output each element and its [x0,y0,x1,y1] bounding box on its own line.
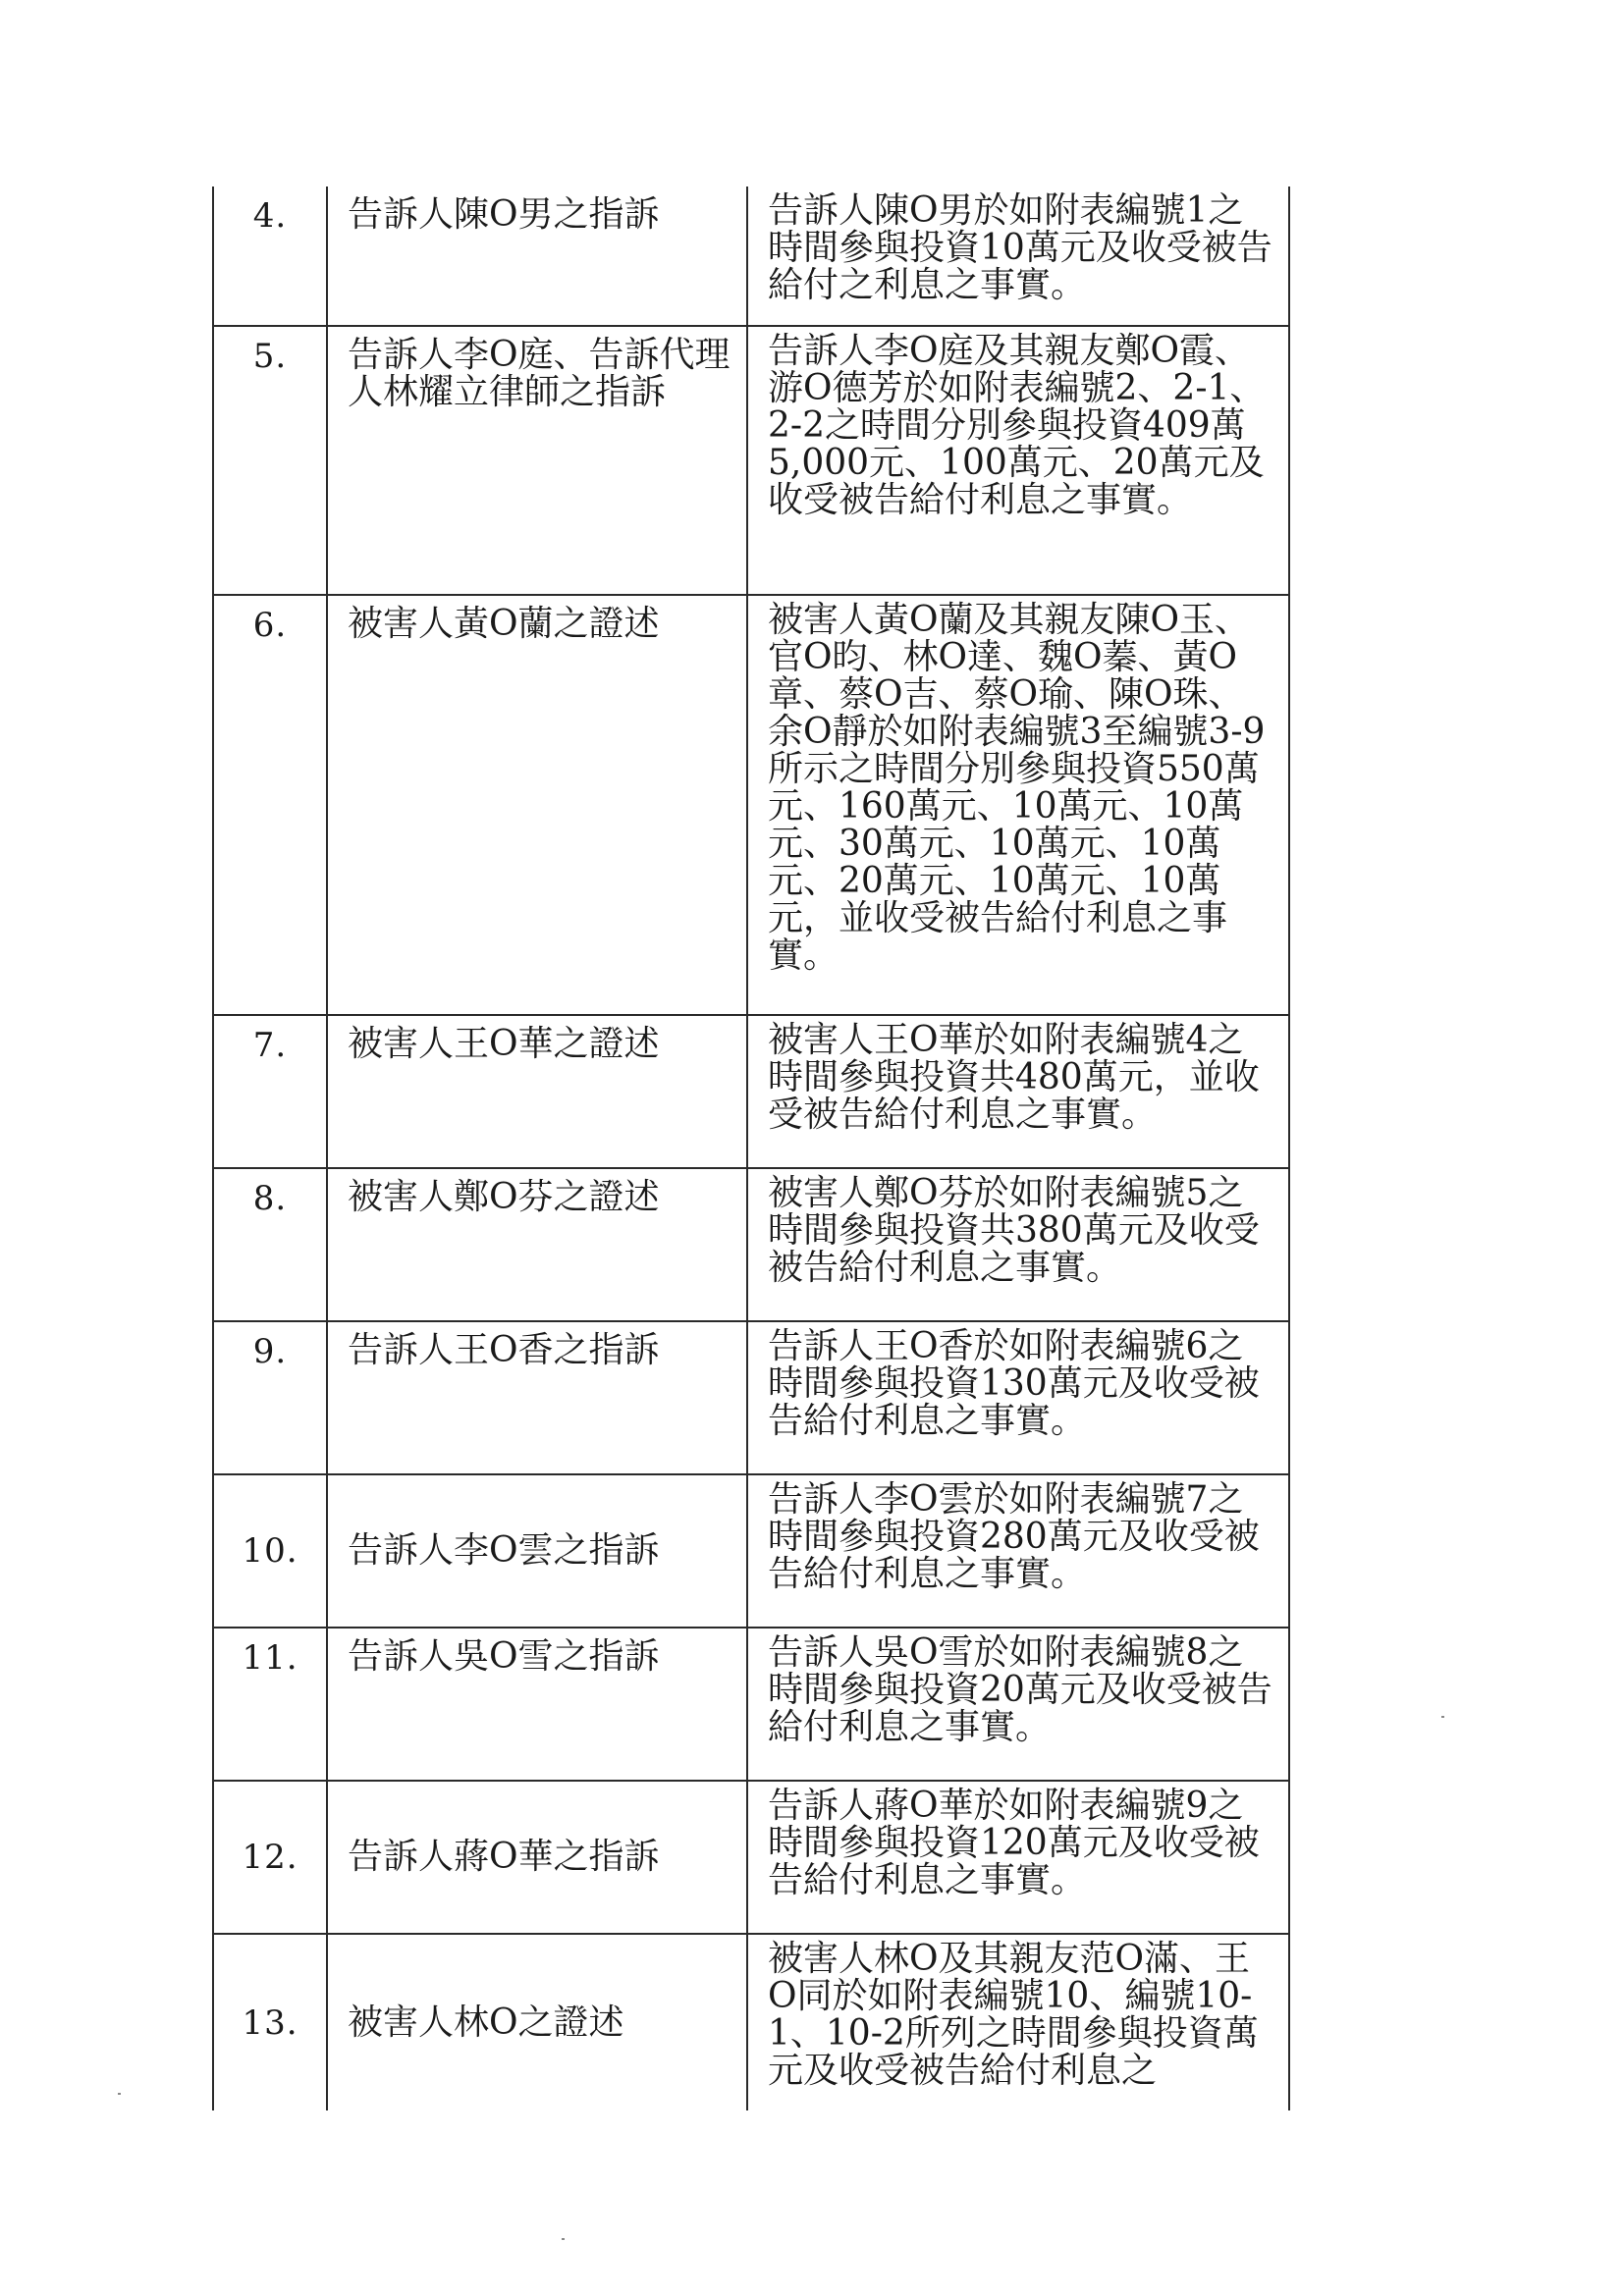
row-number: 8. [213,1168,327,1321]
evidence-source: 告訴人李O庭、告訴代理人林耀立律師之指訴 [327,326,747,595]
scan-speck [118,2093,121,2095]
evidence-source: 被害人王O華之證述 [327,1015,747,1168]
row-number: 4. [213,187,327,326]
table-row [213,1168,1289,1321]
evidence-source: 告訴人李O雲之指訴 [327,1474,747,1628]
table-row [213,1321,1289,1474]
evidence-source: 告訴人陳O男之指訴 [327,187,747,326]
table-row [213,1628,1289,1781]
fact-to-prove: 告訴人王O香於如附表編號6之時間參與投資130萬元及收受被告給付利息之事實。 [747,1321,1289,1474]
evidence-source: 被害人鄭O芬之證述 [327,1168,747,1321]
evidence-source: 被害人林O之證述 [327,1934,747,2110]
table-row [213,1781,1289,1934]
fact-to-prove: 被害人鄭O芬於如附表編號5之時間參與投資共380萬元及收受被告給付利息之事實。 [747,1168,1289,1321]
scan-speck [1441,1716,1444,1718]
row-number: 10. [213,1474,327,1628]
fact-to-prove: 告訴人李O雲於如附表編號7之時間參與投資280萬元及收受被告給付利息之事實。 [747,1474,1289,1628]
fact-to-prove: 告訴人吳O雪於如附表編號8之時間參與投資20萬元及收受被告給付利息之事實。 [747,1628,1289,1781]
fact-to-prove: 告訴人李O庭及其親友鄭O霞、游O德芳於如附表編號2、2-1、2-2之時間分別參與投資409萬5,000元、100萬元、20萬元及收受被告給付利息之事實。 [747,326,1289,595]
fact-to-prove: 被害人林O及其親友范O滿、王O同於如附表編號10、編號10-1、10-2所列之時間參與投資萬元及收受被告給付利息之 [747,1934,1289,2110]
table-row [213,187,1289,326]
table-row [213,1015,1289,1168]
table-row [213,1474,1289,1628]
fact-to-prove: 被害人王O華於如附表編號4之時間參與投資共480萬元，並收受被告給付利息之事實。 [747,1015,1289,1168]
row-number: 11. [213,1628,327,1781]
evidence-source: 告訴人王O香之指訴 [327,1321,747,1474]
table-row [213,595,1289,1015]
fact-to-prove: 告訴人蔣O華於如附表編號9之時間參與投資120萬元及收受被告給付利息之事實。 [747,1781,1289,1934]
scan-speck [562,2238,565,2240]
fact-to-prove: 被害人黃O蘭及其親友陳O玉、官O昀、林O達、魏O蓁、黃O章、蔡O吉、蔡O瑜、陳O珠、余O靜於如附表編號3至編號3-9所示之時間分別參與投資550萬元、160萬元、10萬元、10萬元、30萬元、10萬元、10萬元、20萬元、10萬元、10萬元，並收受被告給付利息之事實。 [747,595,1289,1015]
row-number: 6. [213,595,327,1015]
row-number: 13. [213,1934,327,2110]
evidence-source: 告訴人蔣O華之指訴 [327,1781,747,1934]
table-row [213,1934,1289,2110]
evidence-table [212,187,1290,2110]
row-number: 12. [213,1781,327,1934]
fact-to-prove: 告訴人陳O男於如附表編號1之時間參與投資10萬元及收受被告給付之利息之事實。 [747,187,1289,326]
evidence-source: 被害人黃O蘭之證述 [327,595,747,1015]
row-number: 9. [213,1321,327,1474]
table-row [213,326,1289,595]
row-number: 7. [213,1015,327,1168]
evidence-source: 告訴人吳O雪之指訴 [327,1628,747,1781]
row-number: 5. [213,326,327,595]
